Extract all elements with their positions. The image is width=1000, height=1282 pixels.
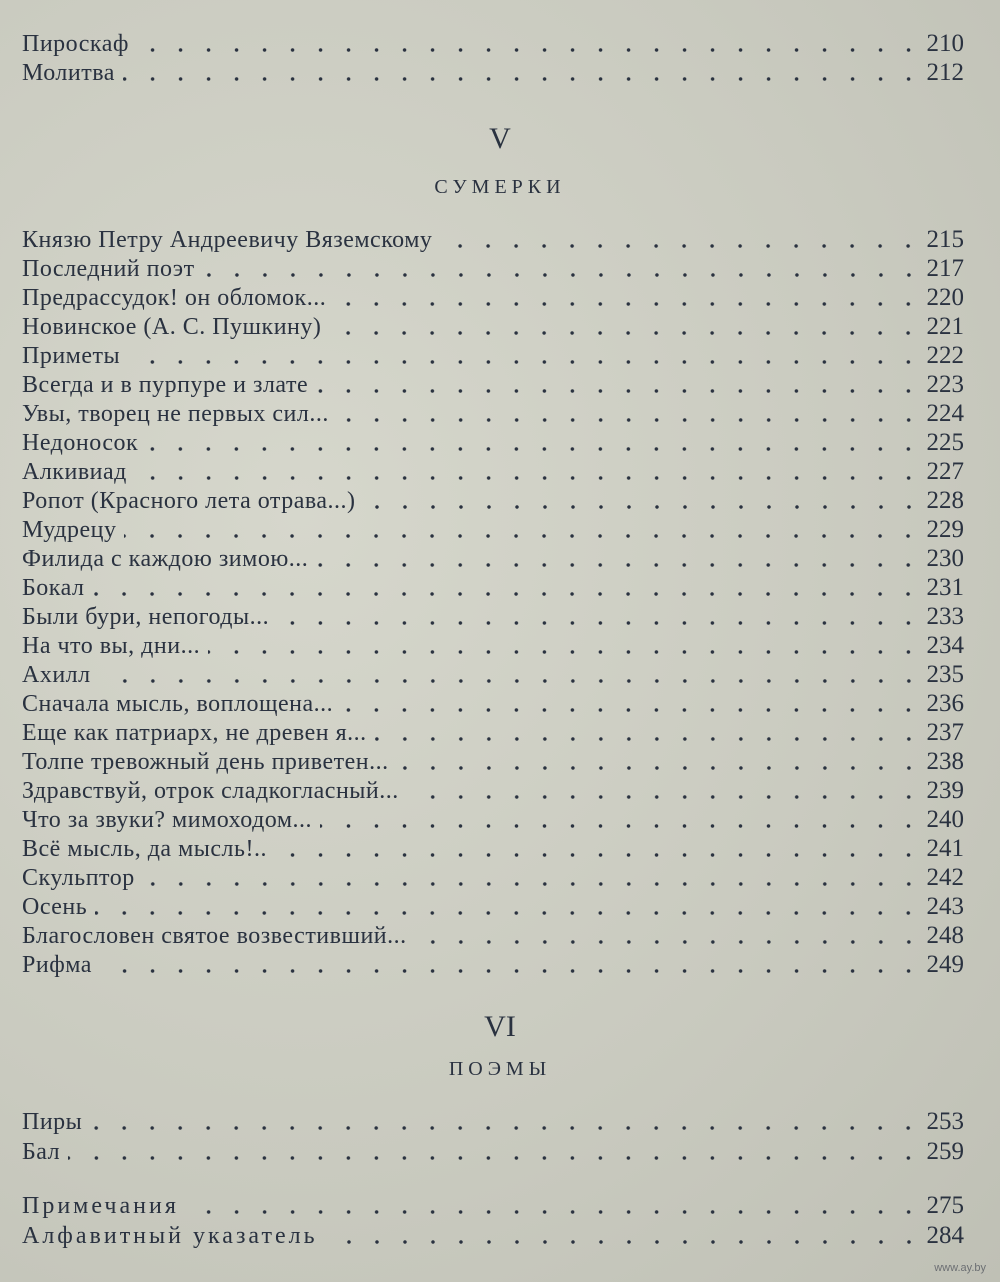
toc-entry (22, 255, 964, 283)
dot-leader (316, 563, 922, 567)
entry-page: 230 (926, 545, 964, 572)
toc-entry (22, 487, 964, 515)
entry-title: Пироскаф (22, 31, 129, 57)
dot-leader (68, 1156, 922, 1160)
entry-page: 222 (926, 342, 964, 369)
entry-title: Алфавитный указатель (22, 1223, 318, 1249)
toc-entry (22, 748, 964, 776)
entry-page: 243 (926, 893, 964, 920)
toc-entry (22, 864, 964, 892)
entry-title: Недоносок (22, 430, 139, 456)
entry-page: 234 (926, 632, 964, 659)
entry-title: Толпе тревожный день приветен... (22, 749, 389, 775)
dot-leader (337, 418, 923, 422)
dot-leader (187, 1210, 923, 1214)
entry-title: Молитва (22, 60, 115, 86)
entry-page: 259 (926, 1138, 964, 1165)
entry-page: 237 (926, 719, 964, 746)
dot-leader (92, 592, 922, 596)
dot-leader (316, 389, 922, 393)
entry-page: 220 (926, 284, 964, 311)
entry-title: Новинское (А. С. Пушкину) (22, 314, 322, 340)
toc-entry (22, 893, 964, 921)
toc-entry (22, 777, 964, 805)
entry-page: 239 (926, 777, 964, 804)
toc-entry (22, 313, 964, 341)
toc-entry (22, 342, 964, 370)
dot-leader (364, 505, 923, 509)
entry-title: Рифма (22, 952, 92, 978)
entry-title: Всё мысль, да мысль!.. (22, 836, 267, 862)
dot-leader (146, 447, 922, 451)
dot-leader (128, 360, 922, 364)
toc-entry (22, 632, 964, 660)
entry-page: 235 (926, 661, 964, 688)
entry-title: Благословен святое возвестивший... (22, 923, 407, 949)
dot-leader (326, 1240, 923, 1244)
entry-page: 233 (926, 603, 964, 630)
entry-title: Алкивиад (22, 459, 127, 485)
section-number: V (489, 122, 511, 155)
toc-entry (22, 1138, 964, 1166)
toc-entry (22, 371, 964, 399)
entry-page: 284 (926, 1222, 964, 1249)
entry-title: Здравствуй, отрок сладкогласный... (22, 778, 399, 804)
dot-leader (275, 853, 923, 857)
toc-entry (22, 603, 964, 631)
entry-title: Осень (22, 894, 88, 920)
toc-entry (22, 400, 964, 428)
entry-title: Сначала мысль, воплощена... (22, 691, 334, 717)
entry-title: Мудрецу (22, 517, 117, 543)
toc-entry (22, 284, 964, 312)
entry-title: Еще как патриарх, не древен я... (22, 720, 367, 746)
dot-leader (99, 679, 923, 683)
dot-leader (95, 911, 922, 915)
entry-title: Пиры (22, 1109, 83, 1135)
entry-page: 240 (926, 806, 964, 833)
toc-entry (22, 516, 964, 544)
entry-title: Что за звуки? мимоходом... (22, 807, 313, 833)
section-title: ПОЭМЫ (448, 1058, 552, 1080)
toc-entry (22, 574, 964, 602)
dot-leader (407, 795, 923, 799)
toc-entry (22, 1192, 964, 1220)
entry-title: Князю Петру Андреевичу Вяземскому (22, 227, 433, 253)
dot-leader (375, 737, 923, 741)
section-title: СУМЕРКИ (434, 176, 566, 198)
toc-entry (22, 545, 964, 573)
entry-title: Приметы (22, 343, 121, 369)
toc-entry (22, 922, 964, 950)
entry-page: 210 (926, 30, 964, 57)
entry-page: 223 (926, 371, 964, 398)
dot-leader (341, 708, 922, 712)
entry-page: 221 (926, 313, 964, 340)
dot-leader (329, 331, 922, 335)
entry-page: 253 (926, 1108, 964, 1135)
entry-page: 241 (926, 835, 964, 862)
entry-page: 217 (926, 255, 964, 282)
entry-page: 249 (926, 951, 964, 978)
entry-title: Ропот (Красного лета отрава...) (22, 488, 356, 514)
entry-page: 248 (926, 922, 964, 949)
dot-leader (203, 273, 923, 277)
watermark: www.ay.by (934, 1262, 986, 1274)
toc-entry (22, 1108, 964, 1136)
entry-title: Ахилл (22, 662, 91, 688)
dot-leader (143, 882, 923, 886)
dot-leader (440, 244, 922, 248)
entry-title: Всегда и в пурпуре и злате (22, 372, 309, 398)
dot-leader (415, 940, 923, 944)
entry-page: 227 (926, 458, 964, 485)
entry-page: 212 (926, 59, 964, 86)
entry-title: Бокал (22, 575, 85, 601)
toc-entry (22, 661, 964, 689)
dot-leader (137, 48, 923, 52)
entry-title: Увы, творец не первых сил... (22, 401, 329, 427)
toc-entry (22, 835, 964, 863)
toc-entry (22, 719, 964, 747)
dot-leader (135, 476, 923, 480)
dot-leader (208, 650, 922, 654)
dot-leader (334, 302, 922, 306)
entry-page: 215 (926, 226, 964, 253)
toc-entry (22, 458, 964, 486)
dot-leader (124, 534, 922, 538)
entry-title: Были бури, непогоды... (22, 604, 270, 630)
entry-page: 238 (926, 748, 964, 775)
dot-leader (397, 766, 923, 770)
toc-entry (22, 226, 964, 254)
dot-leader (123, 77, 923, 81)
entry-title: Филида с каждою зимою... (22, 546, 309, 572)
toc-entry (22, 806, 964, 834)
entry-title: Предрассудок! он обломок... (22, 285, 327, 311)
toc-entry (22, 951, 964, 979)
section-number: VI (484, 1010, 516, 1043)
entry-page: 225 (926, 429, 964, 456)
entry-title: На что вы, дни... (22, 633, 201, 659)
entry-page: 231 (926, 574, 964, 601)
entry-page: 242 (926, 864, 964, 891)
entry-page: 275 (926, 1192, 964, 1219)
entry-page: 228 (926, 487, 964, 514)
entry-title: Скульптор (22, 865, 135, 891)
entry-title: Примечания (22, 1193, 179, 1219)
dot-leader (277, 621, 922, 625)
entry-title: Последний поэт (22, 256, 195, 282)
entry-title: Бал (22, 1139, 61, 1165)
entry-page: 229 (926, 516, 964, 543)
toc-entry (22, 690, 964, 718)
toc-entry (22, 1222, 964, 1250)
dot-leader (100, 969, 923, 973)
entry-page: 224 (926, 400, 964, 427)
toc-entry (22, 30, 964, 58)
entry-page: 236 (926, 690, 964, 717)
toc-entry (22, 429, 964, 457)
toc-entry (22, 59, 964, 87)
dot-leader (90, 1126, 922, 1130)
dot-leader (320, 824, 922, 828)
